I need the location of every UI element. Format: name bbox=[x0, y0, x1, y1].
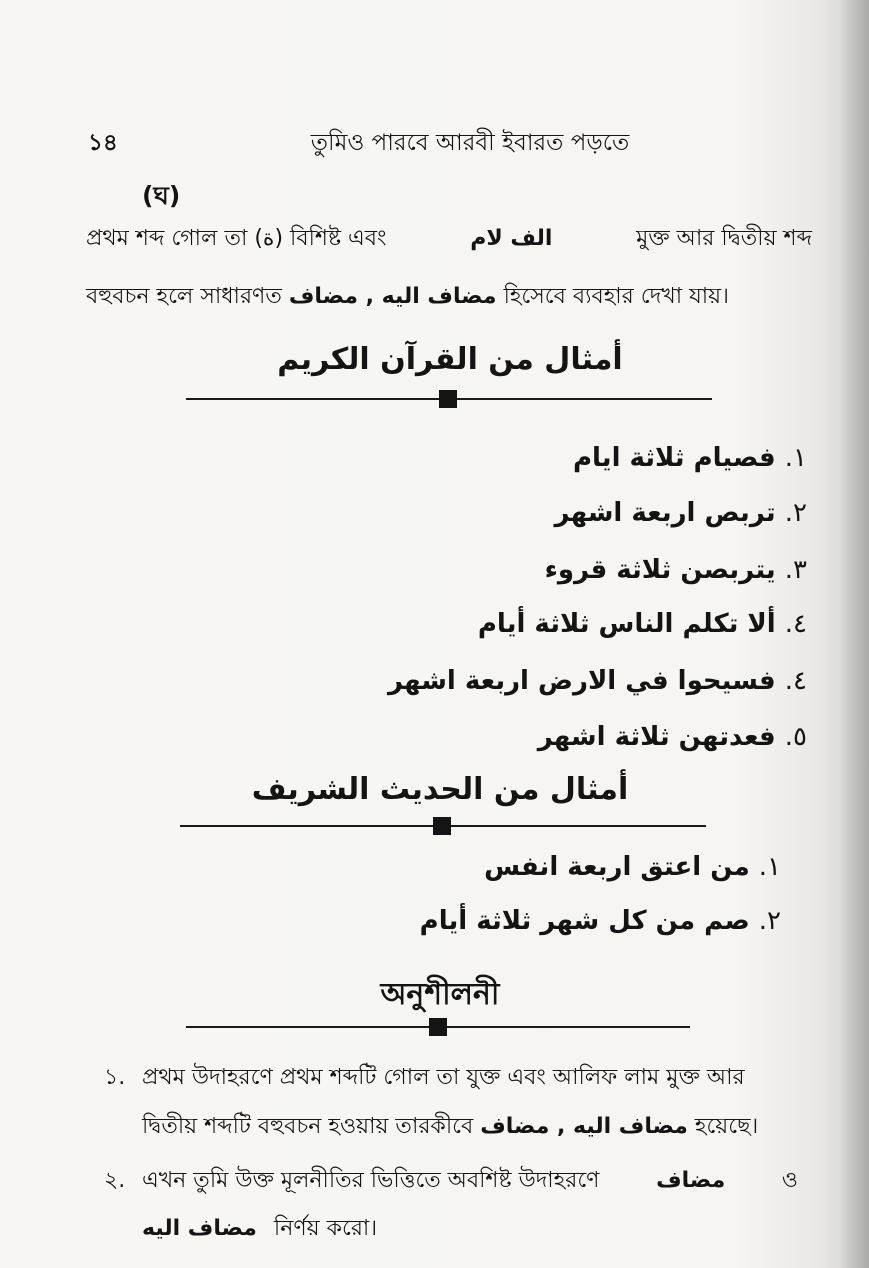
hadith-heading-square-ornament bbox=[433, 817, 451, 835]
exercise-item-1-line-2-part-a: দ্বিতীয় শব্দটি বহুবচন হওয়ায় তারকীবে bbox=[142, 1114, 474, 1139]
exercise-item-1-line-1: প্রথম উদাহরণে প্রথম শব্দটি গোল তা যুক্ত এবং আলিফ লাম মুক্ত আর bbox=[142, 1065, 745, 1090]
example-number: ٤. bbox=[784, 666, 807, 696]
intro-line-1-arabic: الف لام bbox=[470, 226, 553, 251]
exercise-item-1-number: ১. bbox=[104, 1065, 126, 1090]
example-number: ٥. bbox=[784, 722, 807, 752]
exercise-item-2-number: ২. bbox=[104, 1168, 126, 1193]
intro-line-1 bbox=[86, 224, 812, 254]
exercise-heading: অনুশীলনী bbox=[380, 977, 500, 1012]
example-number: ٢. bbox=[784, 498, 807, 528]
example-text: فسيحوا في الارض اربعة اشهر bbox=[388, 666, 776, 696]
exercise-heading-square-ornament bbox=[429, 1018, 447, 1036]
intro-line-1-part-b: মুক্ত আর দ্বিতীয় শব্দ bbox=[636, 226, 812, 251]
intro-line-2-arabic: مضاف اليه , مضاف bbox=[288, 284, 497, 309]
hadith-examples-heading: أمثال من الحديث الشريف bbox=[251, 772, 629, 807]
example-text: من اعتق اربعة انفس bbox=[484, 852, 750, 882]
intro-line-2 bbox=[86, 282, 812, 312]
hadith-example-2 bbox=[420, 906, 781, 936]
example-text: فعدتهن ثلاثة اشهر bbox=[537, 722, 776, 752]
quran-example-5 bbox=[388, 666, 807, 696]
exercise-item-2-line-1-part-b: ও bbox=[781, 1168, 798, 1193]
exercise-item-1-line-2-part-b: হয়েছে। bbox=[694, 1114, 759, 1139]
exercise-item-2-line-2-part-b: নির্ণয় করো। bbox=[273, 1216, 378, 1241]
quran-example-2 bbox=[555, 498, 807, 528]
example-text: ألا تكلم الناس ثلاثة أيام bbox=[477, 609, 776, 639]
quran-example-1 bbox=[573, 443, 807, 473]
example-number: ٤. bbox=[784, 609, 807, 639]
exercise-item-1-line-2 bbox=[142, 1112, 798, 1142]
quran-examples-heading: أمثال من القرآن الكريم bbox=[277, 342, 623, 377]
intro-line-1-part-a: প্রথম শব্দ গোল তা (ة) বিশিষ্ট এবং bbox=[86, 226, 387, 251]
exercise-item-1-line-2-arabic: مضاف اليه , مضاف bbox=[480, 1114, 688, 1139]
example-number: ٣. bbox=[784, 555, 807, 585]
running-header-title: তুমিও পারবে আরবী ইবারত পড়তে bbox=[310, 130, 630, 156]
page-number: ১৪ bbox=[88, 130, 118, 156]
quran-example-6 bbox=[538, 722, 807, 752]
page-edge-shadow bbox=[839, 0, 869, 1268]
exercise-item-2-line-1-part-a: এখন তুমি উক্ত মূলনীতির ভিত্তিতে অবশিষ্ট উদাহরণে bbox=[142, 1168, 600, 1193]
exercise-item-2-line-2 bbox=[142, 1214, 798, 1244]
example-number: ١. bbox=[784, 443, 807, 473]
exercise-item-2-line-1-arabic: مضاف bbox=[656, 1168, 726, 1193]
example-number: ١. bbox=[758, 852, 781, 882]
quran-heading-square-ornament bbox=[439, 390, 457, 408]
hadith-example-1 bbox=[484, 852, 781, 882]
example-text: فصيام ثلاثة ايام bbox=[572, 443, 776, 473]
example-text: يتربصن ثلاثة قروء bbox=[544, 555, 776, 585]
intro-line-2-part-a: বহুবচন হলে সাধারণত bbox=[86, 284, 282, 309]
exercise-item-2-line-2-arabic: مضاف اليه bbox=[142, 1216, 257, 1241]
quran-example-4 bbox=[478, 609, 807, 639]
example-number: ٢. bbox=[758, 906, 781, 936]
exercise-item-2-line-1 bbox=[142, 1166, 798, 1196]
example-text: صم من كل شهر ثلاثة أيام bbox=[419, 906, 750, 936]
example-text: تربص اربعة اشهر bbox=[554, 498, 776, 528]
quran-example-3 bbox=[545, 555, 807, 585]
section-label: (ঘ) bbox=[142, 181, 181, 210]
intro-line-2-part-b: হিসেবে ব্যবহার দেখা যায়। bbox=[503, 284, 729, 309]
